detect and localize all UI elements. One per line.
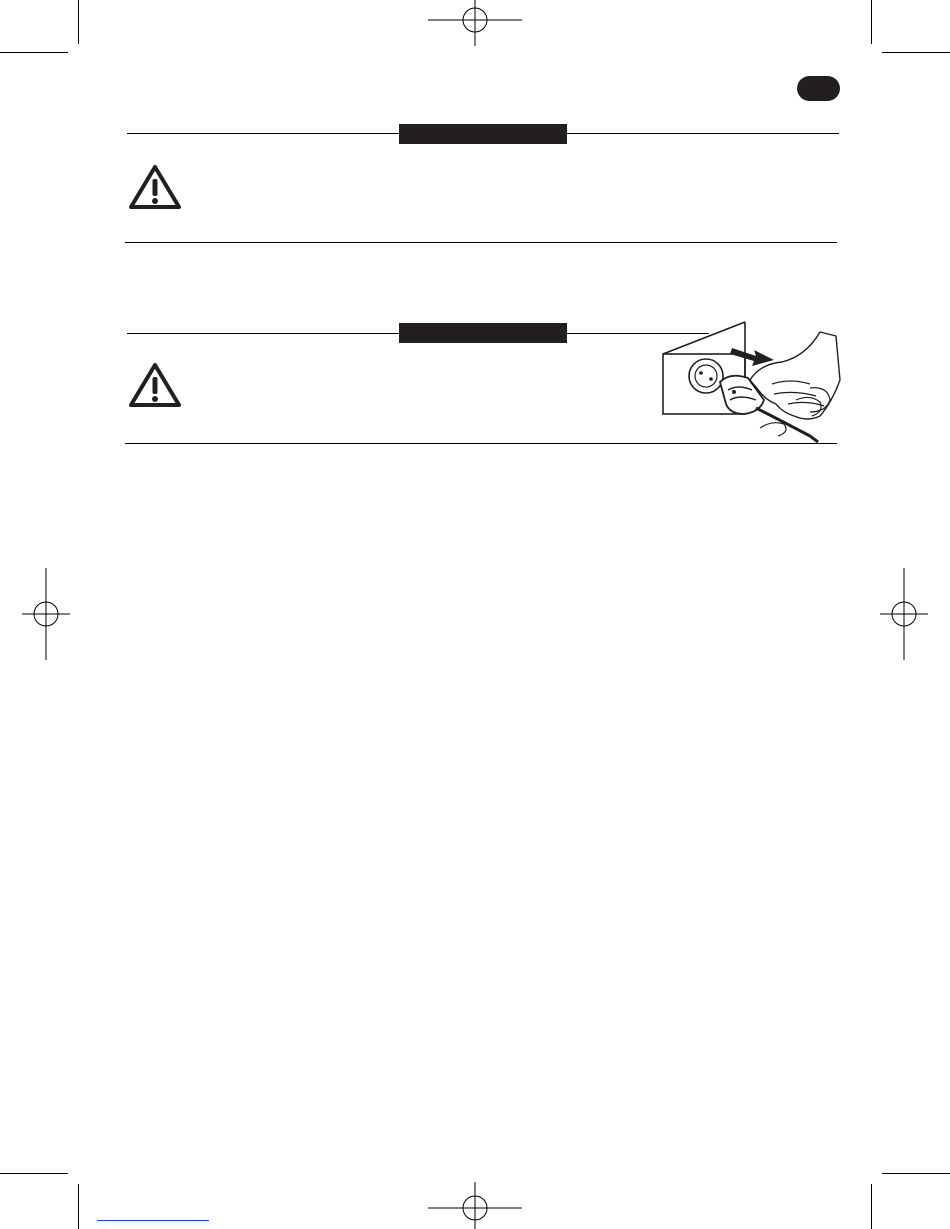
crop-mark-top-right-h: [882, 52, 950, 53]
crop-mark-top-left-v: [78, 0, 79, 44]
crop-mark-bottom-left-v: [78, 1184, 79, 1229]
registration-mark-bottom: [428, 1182, 522, 1229]
crop-mark-top-left-h: [0, 52, 68, 53]
warning-icon: [128, 164, 182, 210]
registration-mark-top: [428, 0, 522, 48]
section-1-bottom-rule: [125, 242, 837, 243]
warning-icon: [128, 362, 182, 408]
language-badge: [797, 76, 840, 101]
section-1-heading-bar: [399, 124, 567, 144]
crop-mark-bottom-right-v: [871, 1184, 872, 1229]
crop-mark-top-right-v: [871, 0, 872, 44]
section-2-heading-bar: [399, 323, 567, 343]
section-2-bottom-rule: [125, 443, 837, 444]
crop-mark-bottom-left-h: [0, 1173, 68, 1174]
unplug-illustration: [660, 320, 842, 444]
registration-mark-right: [880, 568, 928, 660]
registration-mark-left: [22, 568, 70, 660]
footer-link-underline: [97, 1220, 209, 1221]
crop-mark-bottom-right-h: [882, 1173, 950, 1174]
